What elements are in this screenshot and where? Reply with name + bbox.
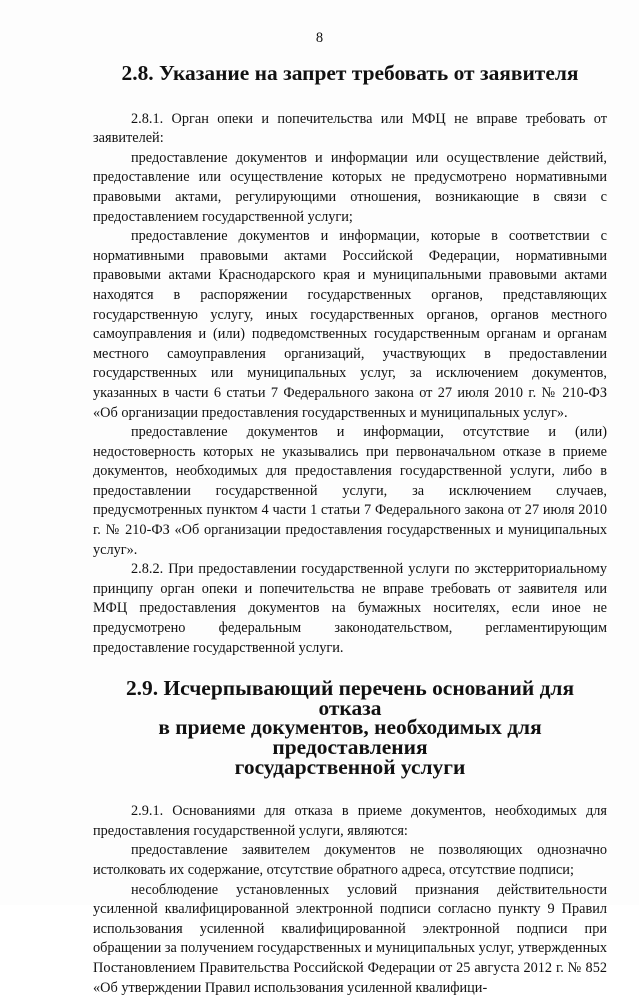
paragraph-2-8-item-1: предоставление документов и информации или осуществление действий, предоставление или осуществление которых не предусмотрено нормативными правовыми актами, регулирующими отношения, возникающие в связи с предоставлением государственной услуги; — [93, 149, 607, 225]
section-2-9-heading-line: 2.9. Исчерпывающий перечень оснований для отказа — [125, 676, 575, 720]
section-2-9-heading — [93, 676, 607, 779]
paragraph-2-8-item-2: предоставление документов и информации, которые в соответствии с нормативными правовыми актами Российской Федерации, нормативными правовыми актами Краснодарского края и муниципальными правовыми актами находятся в распоряжении государственных органов, представляющих государственную услугу, иных государственных органов, органов местного самоуправления и (или) подведомственных государственным органам и органам местного самоуправления организаций, участвующих в предоставлении государственных или муниципальных услуг, за исключением документов, указанных в части 6 статьи 7 Федерального закона от 27 июля 2010 г. № 210-ФЗ «Об организации предоставления государственных и муниципальных услуг». — [93, 228, 607, 421]
page-number: 8 — [315, 30, 324, 46]
section-2-9-heading-line: государственной услуги — [234, 754, 466, 779]
section-2-9-heading-line: в приеме документов, необходимых для предоставления — [158, 715, 542, 759]
section-2-9-body — [93, 802, 607, 998]
paragraph-2-9-item-1: предоставление заявителем документов не позволяющих однозначно истолковать их содержание, отсутствие обратного адреса, отсутствие подписи; — [93, 842, 607, 878]
section-2-8-heading: 2.8. Указание на запрет требовать от заявителя — [121, 61, 579, 85]
paragraph-2-8-1: 2.8.1. Орган опеки и попечительства или МФЦ не вправе требовать от заявителей: — [93, 110, 607, 147]
section-2-8-body — [93, 110, 607, 659]
paragraph-2-9-item-2: несоблюдение установленных условий признания действительности усиленной квалифицированной электронной подписи согласно пункту 9 Правил использования усиленной квалифицированной электронной подписи при обращении за получением государственных и муниципальных услуг, утвержденных Постановлением Правительства Российской Федерации от 25 августа 2012 г. № 852 «Об утверждении Правил использования усиленной квалифици- — [93, 881, 607, 996]
page-content — [93, 61, 607, 998]
paragraph-2-8-item-3: предоставление документов и информации, отсутствие и (или) недостоверность которых не указывались при первоначальном отказе в приеме документов, необходимых для предоставления государственной услуги, либо в предоставлении государственной услуги, за исключением случаев, предусмотренных пунктом 4 части 1 статьи 7 Федерального закона от 27 июля 2010 г. № 210-ФЗ «Об организации предоставления государственных и муниципальных услуг». — [93, 424, 607, 558]
paragraph-2-9-1: 2.9.1. Основаниями для отказа в приеме документов, необходимых для предоставления государственной услуги, являются: — [93, 803, 607, 839]
paragraph-2-8-2: 2.8.2. При предоставлении государственной услуги по экстерриториальному принципу орган опеки и попечительства не вправе требовать от заявителя или МФЦ предоставления документов на бумажных носителях, если иное не предусмотрено федеральным законодательством, регламентирующим предоставление государственной услуги. — [93, 561, 607, 656]
